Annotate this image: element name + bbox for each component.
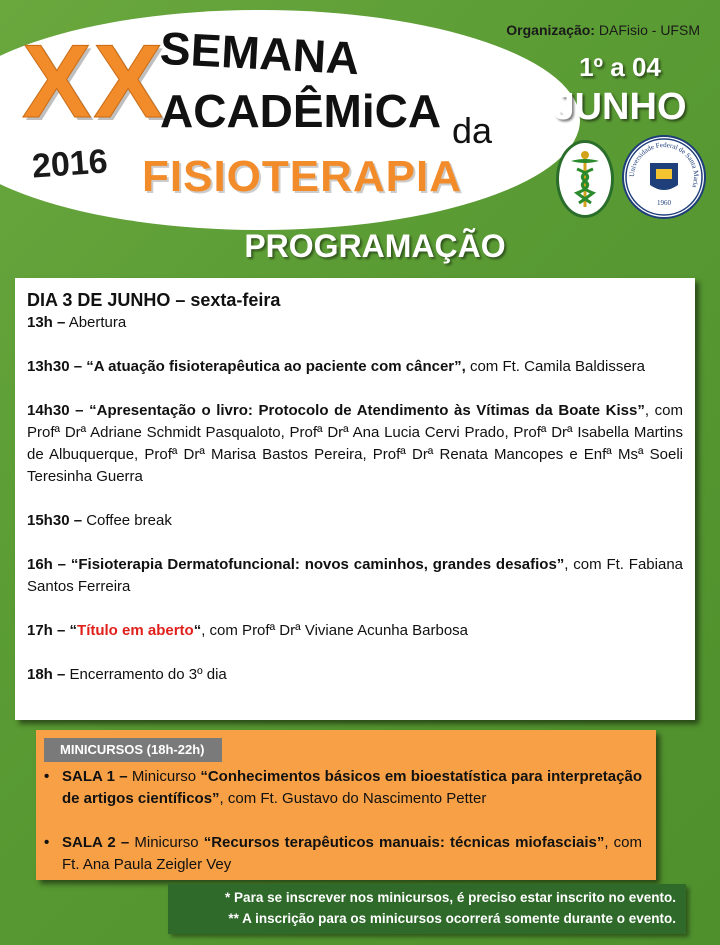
entry-description: , com Profª Drª Viviane Acunha Barbosa (201, 622, 469, 639)
entry-description: Encerramento do 3º dia (65, 666, 227, 683)
minicourse-kind: Minicurso (129, 834, 204, 851)
schedule-entry (27, 356, 683, 378)
schedule-entry (27, 620, 683, 642)
edition-numeral: XX (22, 24, 165, 140)
entry-talk-title: “Apresentação o livro: Protocolo de Atendimento às Vítimas da Boate Kiss” (83, 402, 645, 419)
entry-description: Abertura (65, 314, 127, 331)
ufsm-seal-icon (624, 137, 704, 217)
title-academica: ACADÊMiCA (160, 85, 442, 137)
note-line: * Para se inscrever nos minicursos, é preciso estar inscrito no evento. (225, 890, 676, 905)
notes-box (168, 884, 686, 934)
title-da: da (452, 110, 493, 151)
schedule-entry (27, 312, 683, 334)
organization-name: DAFisio - UFSM (598, 22, 700, 38)
organization-label (506, 22, 700, 38)
event-dates: 1º a 04 (579, 52, 661, 82)
schedule-entry (27, 554, 683, 598)
caduceus-icon (563, 147, 607, 211)
minicourse-room: SALA 2 – (62, 834, 130, 851)
schedule-entry (27, 510, 683, 532)
schedule-entry (27, 664, 683, 686)
entry-quote-close: “ (193, 622, 202, 639)
minicourse-title: “Conhecimentos básicos em bioestatística para interpretação de artigos científicos” (62, 768, 642, 807)
bullet: • (44, 768, 50, 785)
entry-description: Coffee break (82, 512, 172, 529)
entry-quote-open: “ (65, 622, 78, 639)
minicourse-instructor: , com Ft. Gustavo do Nascimento Petter (219, 790, 487, 807)
year-label: 2016 (30, 142, 109, 186)
minicourse-item (44, 766, 642, 810)
entry-talk-title: “Fisioterapia Dermatofuncional: novos caminhos, grandes desafios” (66, 556, 565, 573)
minicourses-label: MINICURSOS (18h-22h) (44, 738, 222, 762)
schedule-box (15, 278, 695, 720)
caduceus-logo (556, 140, 614, 218)
title-fisioterapia: FISIOTERAPIA (142, 152, 463, 201)
ufsm-ring-text: Universidade Federal de Santa Maria (627, 140, 701, 189)
entry-time: 17h – (27, 622, 66, 639)
entry-description: , com Ft. Fabiana Santos Ferreira (27, 556, 684, 595)
ufsm-year: 1960 (657, 199, 671, 207)
title-semana: SEMANA (158, 21, 361, 85)
ufsm-logo (622, 135, 706, 219)
minicourse-title: “Recursos terapêuticos manuais: técnicas miofasciais” (203, 834, 605, 851)
entry-description: , com Profª Drª Adriane Schmidt Pasqualoto, Profª Drª Ana Lucia Cervi Prado, Profª Drª Isabella Martins de Albuquerque, Profª Drª Marisa Bastos Pereira, Profª Drª Renata Mancopes e Enfª Msª Soeli Teresinha Guerra (27, 402, 683, 485)
section-title: PROGRAMAÇÃO (244, 228, 506, 264)
minicourse-room: SALA 1 – (62, 768, 128, 785)
entry-time: 13h – (27, 314, 66, 331)
schedule-entry (27, 400, 683, 488)
entry-description: com Ft. Camila Baldissera (465, 358, 646, 375)
entry-time: 15h30 – (27, 512, 83, 529)
entry-talk-title-tbd: Título em aberto (77, 622, 194, 639)
minicourse-kind: Minicurso (127, 768, 201, 785)
minicourse-instructor: , com Ft. Ana Paula Zeigler Vey (62, 834, 643, 873)
note-line: ** A inscrição para os minicursos ocorrerá somente durante o evento. (228, 911, 676, 926)
organization-prefix: Organização: (506, 22, 595, 38)
entry-time: 14h30 – (27, 402, 84, 419)
bullet: • (44, 834, 50, 851)
entry-time: 16h – (27, 556, 67, 573)
entry-time: 13h30 – (27, 358, 83, 375)
entry-talk-title: “A atuação fisioterapêutica ao paciente com câncer”, (82, 358, 466, 375)
entry-time: 18h – (27, 666, 66, 683)
minicourse-item (44, 832, 642, 876)
event-month: JUNHO (553, 86, 687, 128)
day-title: DIA 3 DE JUNHO – sexta-feira (27, 290, 281, 310)
